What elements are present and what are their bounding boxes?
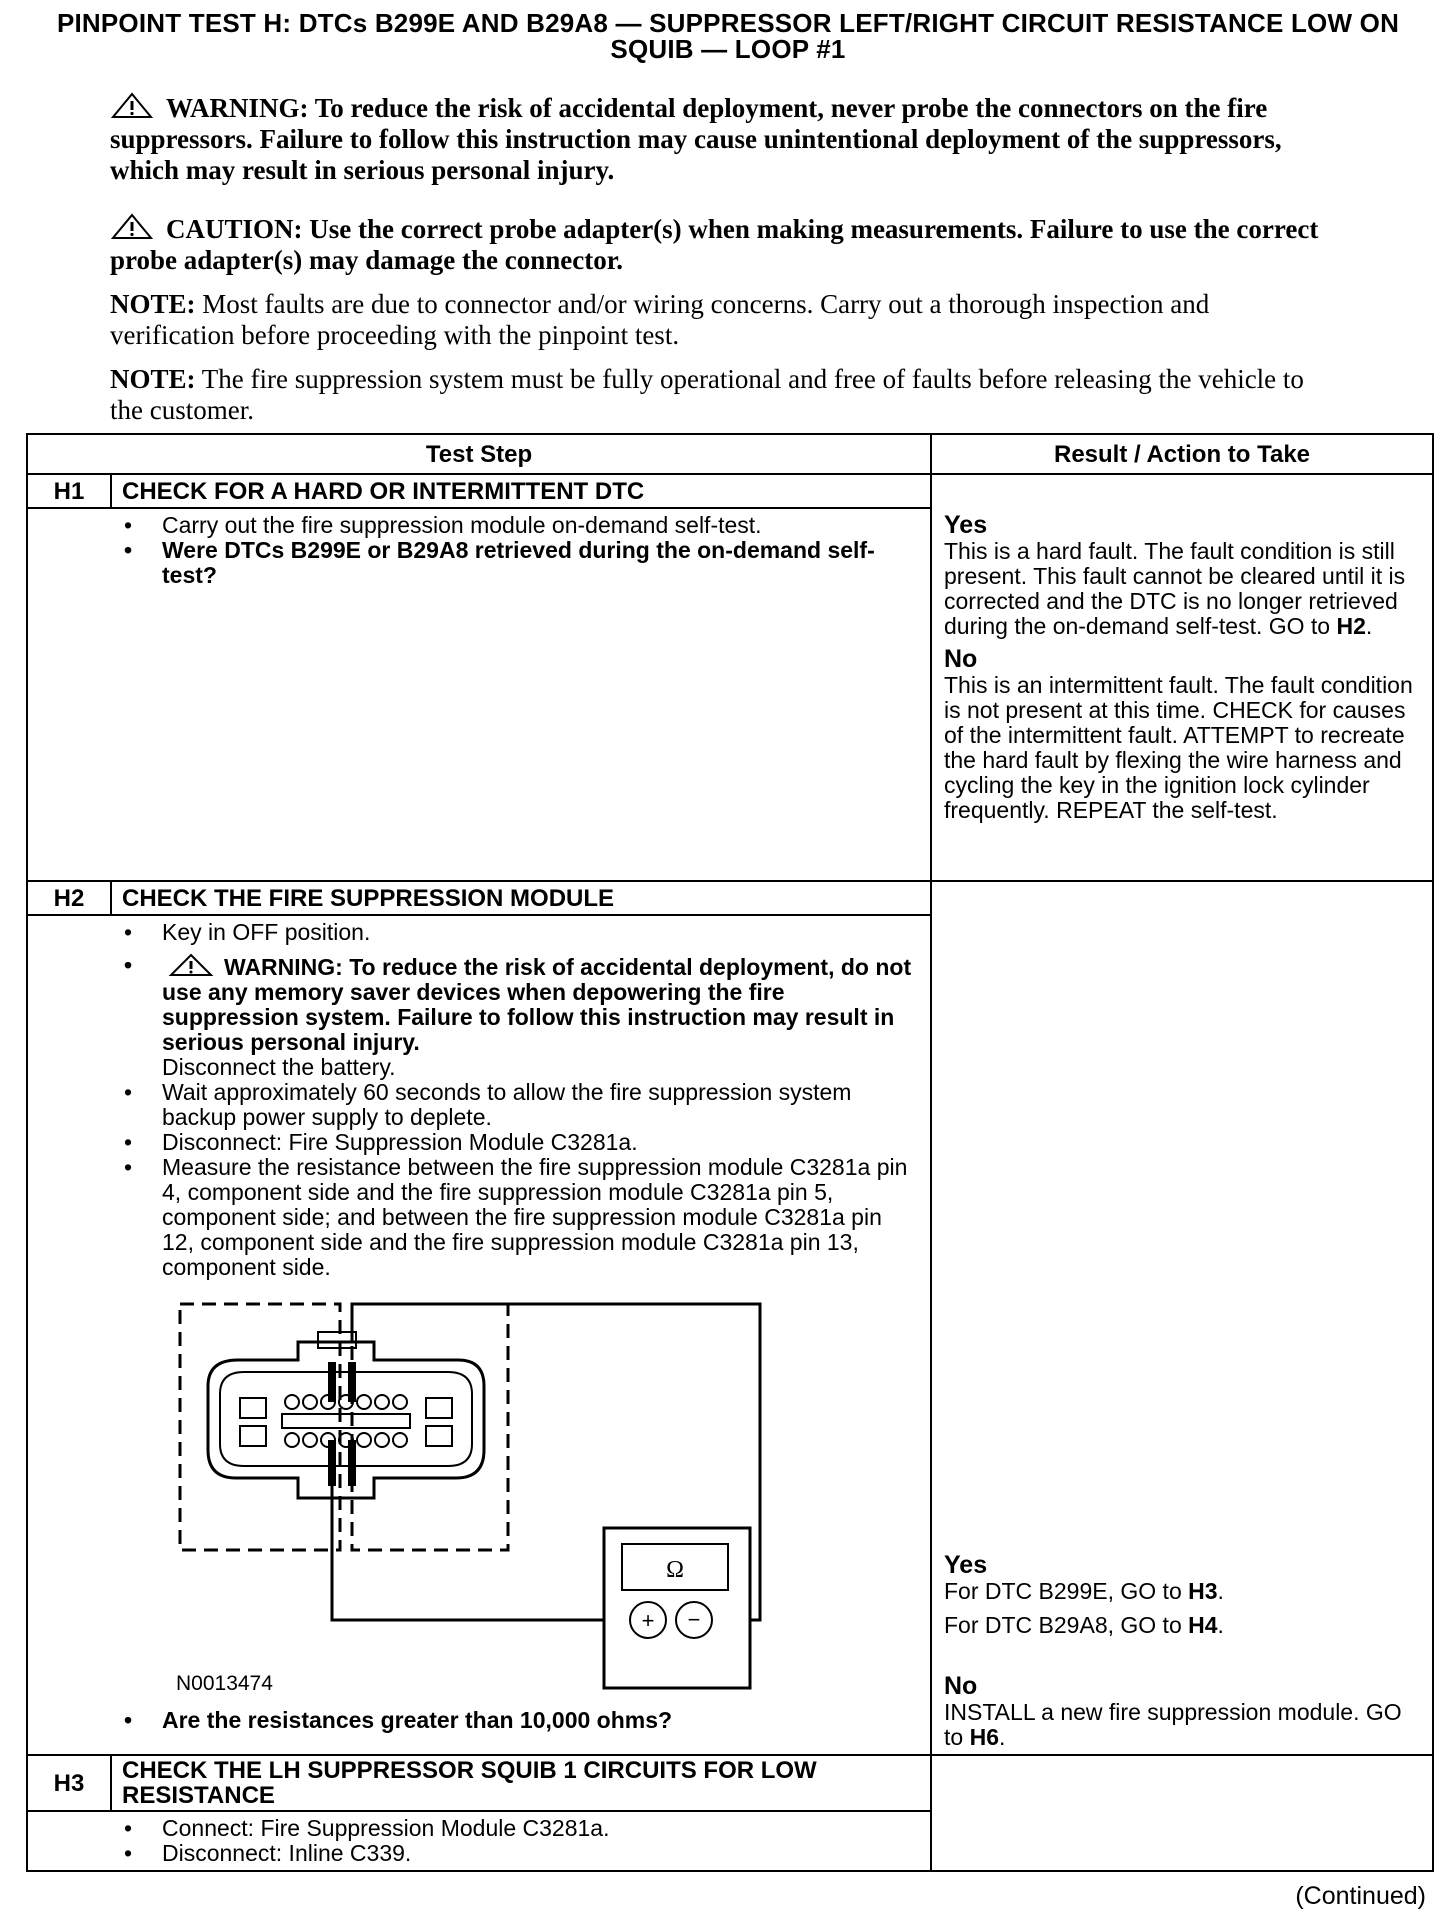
step-h2-body <box>27 915 931 1755</box>
h2-step-disconnect-module: • Disconnect: Fire Suppression Module C3281a. <box>28 1130 920 1155</box>
col-test-step-header: Test Step <box>27 434 931 474</box>
h1-yes-label: Yes <box>944 511 988 539</box>
step-h1-title: CHECK FOR A HARD OR INTERMITTENT DTC <box>111 474 931 508</box>
step-h3-id: H3 <box>27 1755 111 1811</box>
h1-no-label: No <box>944 645 978 673</box>
warning-label: WARNING: <box>166 93 309 123</box>
step-h2-title: CHECK THE FIRE SUPPRESSION MODULE <box>111 881 931 915</box>
h2-step-measure: • Measure the resistance between the fire suppression module C3281a pin 4, component side and the fire suppression module C3281a pin 5, component side; and between the fire suppression module C3281a pin 12, component side and the fire suppression module C3281a pin 13, component side. <box>28 1155 920 1280</box>
warning-text: To reduce the risk of accidental deployment, never probe the connectors on the fire suppressors. Failure to follow this instruction may cause unintentional deployment of the suppressors, which may result in serious personal injury. <box>110 93 1282 185</box>
h2-step-warning: • WARNING: To reduce the risk of accidental deployment, do not use any memory saver devices when depowering the fire suppression system. Failure to follow this instruction may result in serious personal injury. <box>28 953 920 1055</box>
connector-latch <box>318 1332 356 1348</box>
step-h1-id: H1 <box>27 474 111 508</box>
note-1-text: Most faults are due to connector and/or wiring concerns. Carry out a thorough inspection and verification before proceeding with the pinpoint test. <box>110 289 1210 350</box>
step-h2-result <box>931 881 1433 1755</box>
warning-icon <box>110 92 154 119</box>
table-header-row <box>27 434 1433 474</box>
col-result-header: Result / Action to Take <box>931 434 1433 474</box>
h3-step-1: • Connect: Fire Suppression Module C3281a. <box>28 1816 920 1841</box>
step-warning-icon <box>168 953 214 977</box>
caution-icon <box>110 213 154 240</box>
figure-code: N0013474 <box>176 1672 273 1695</box>
note-2-label: NOTE: <box>110 364 196 394</box>
connector-pins <box>282 1395 410 1447</box>
note-2 <box>110 364 1340 426</box>
h2-step-key-off: • Key in OFF position. <box>28 920 920 945</box>
h1-step-2: • Were DTCs B299E or B29A8 retrieved during the on-demand self-test? <box>28 538 920 588</box>
h2-question: • Are the resistances greater than 10,000 ohms? <box>28 1708 828 1733</box>
svg-text:−: − <box>687 1607 701 1632</box>
h2-step-disconnect-battery: Disconnect the battery. <box>162 1054 396 1080</box>
ohm-symbol: Ω <box>666 1557 684 1583</box>
probe-lead-1 <box>328 1362 336 1402</box>
h2-step-wait: • Wait approximately 60 seconds to allow the fire suppression system backup power supply to deplete. <box>28 1080 920 1130</box>
h1-yes-text: This is a hard fault. The fault condition is still present. This fault cannot be cleared until it is corrected and the DTC is no longer retrieved during the on-demand self-test. GO to H2. <box>944 538 1406 639</box>
connector-outline <box>208 1342 484 1498</box>
note-1 <box>110 289 1340 351</box>
probe-lead-3 <box>328 1440 336 1486</box>
continued-label: (Continued) <box>1295 1882 1426 1910</box>
caution-text: Use the correct probe adapter(s) when making measurements. Failure to use the correct probe adapter(s) may damage the connector. <box>110 214 1319 275</box>
h3-step-2: • Disconnect: Inline C339. <box>28 1841 920 1866</box>
step-h3-header-row <box>27 1755 1433 1811</box>
h2-yes-line-1: For DTC B299E, GO to H3. <box>944 1578 1224 1604</box>
step-h1-result <box>931 474 1433 881</box>
step-h2-id: H2 <box>27 881 111 915</box>
wire-lower <box>332 1486 610 1620</box>
probe-lead-4 <box>348 1440 356 1486</box>
h2-no-label: No <box>944 1672 978 1700</box>
warning-notice <box>110 92 1340 186</box>
h2-yes-line-2: For DTC B29A8, GO to H4. <box>944 1612 1224 1638</box>
probe-lead-2 <box>348 1362 356 1402</box>
step-h3-body <box>27 1811 931 1871</box>
step-h2-header-row <box>27 881 1433 915</box>
h2-yes-label: Yes <box>944 1551 988 1579</box>
h1-step-1: • Carry out the fire suppression module on-demand self-test. <box>28 513 920 538</box>
connector-diagram <box>178 1302 798 1702</box>
step-h1-header-row <box>27 474 1433 508</box>
step-h3-result <box>931 1755 1433 1871</box>
connector-diagram-svg <box>178 1302 798 1702</box>
step-h3-title: CHECK THE LH SUPPRESSOR SQUIB 1 CIRCUITS FOR LOW RESISTANCE <box>111 1755 931 1811</box>
pinpoint-table <box>26 433 1434 1872</box>
h2-no-text: INSTALL a new fire suppression module. GO to H6. <box>944 1699 1402 1750</box>
note-2-text: The fire suppression system must be fully operational and free of faults before releasing the vehicle to the customer. <box>110 364 1304 425</box>
note-1-label: NOTE: <box>110 289 196 319</box>
caution-notice <box>110 213 1340 276</box>
svg-text:+: + <box>641 1608 655 1633</box>
caution-label: CAUTION: <box>166 214 303 244</box>
step-h1-body <box>27 508 931 881</box>
page-title: PINPOINT TEST H: DTCs B299E AND B29A8 — SUPPRESSOR LEFT/RIGHT CIRCUIT RESISTANCE LOW ON SQUIB — LOOP #1 <box>56 8 1400 64</box>
h1-no-text: This is an intermittent fault. The fault condition is not present at this time. CHECK for causes of the intermittent fault. ATTEMPT to recreate the hard fault by flexing the wire harness and cycling the key in the ignition lock cylinder frequently. REPEAT the self-test. <box>944 672 1413 823</box>
